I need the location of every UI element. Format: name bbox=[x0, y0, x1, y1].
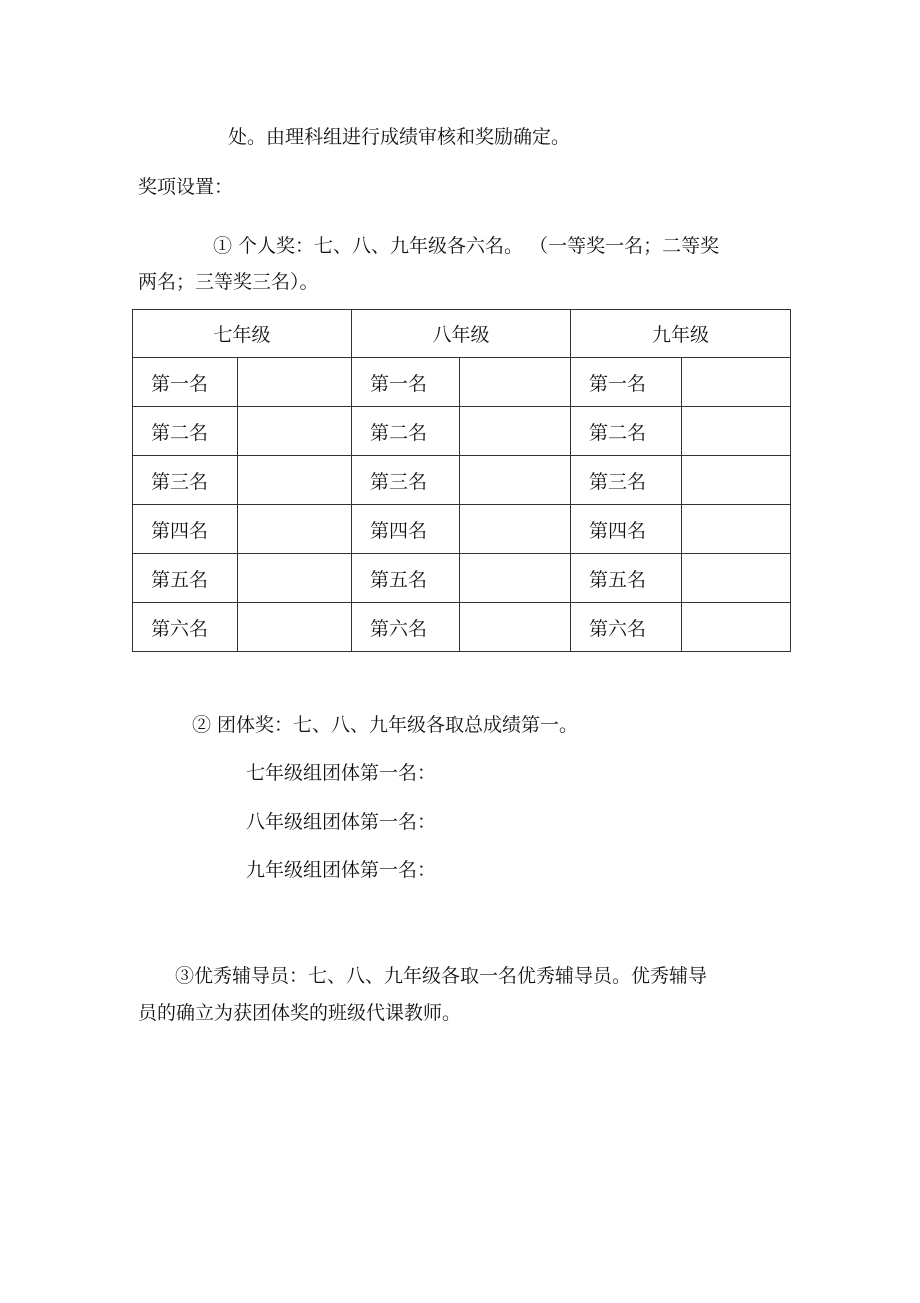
individual-award-line-2: 两名；三等奖三名）。 bbox=[138, 271, 319, 293]
header-grade-7: 七年级 bbox=[133, 310, 352, 358]
individual-award-table bbox=[132, 309, 791, 652]
rank-cell: 第四名 bbox=[133, 505, 238, 554]
name-cell bbox=[238, 554, 352, 603]
individual-award-line-1: ① 个人奖：七、八、九年级各六名。 （一等奖一名；二等奖 bbox=[213, 235, 720, 257]
name-cell bbox=[238, 456, 352, 505]
name-cell bbox=[238, 603, 352, 652]
rank-cell: 第三名 bbox=[571, 456, 682, 505]
table-row bbox=[133, 505, 791, 554]
header-grade-8: 八年级 bbox=[352, 310, 571, 358]
name-cell bbox=[682, 554, 791, 603]
rank-cell: 第二名 bbox=[571, 407, 682, 456]
rank-cell: 第四名 bbox=[571, 505, 682, 554]
name-cell bbox=[682, 407, 791, 456]
team-award-item-grade-8: 八年级组团体第一名： bbox=[246, 811, 437, 833]
rank-cell: 第一名 bbox=[571, 358, 682, 407]
name-cell bbox=[682, 505, 791, 554]
name-cell bbox=[460, 603, 571, 652]
rank-cell: 第五名 bbox=[133, 554, 238, 603]
rank-cell: 第三名 bbox=[133, 456, 238, 505]
name-cell bbox=[682, 456, 791, 505]
rank-cell: 第一名 bbox=[352, 358, 460, 407]
table-row bbox=[133, 456, 791, 505]
rank-cell: 第二名 bbox=[352, 407, 460, 456]
table-row bbox=[133, 554, 791, 603]
table-row bbox=[133, 358, 791, 407]
name-cell bbox=[460, 407, 571, 456]
name-cell bbox=[238, 505, 352, 554]
rank-cell: 第五名 bbox=[352, 554, 460, 603]
team-award-item-grade-7: 七年级组团体第一名： bbox=[246, 762, 437, 784]
name-cell bbox=[682, 358, 791, 407]
team-award-item-grade-9: 九年级组团体第一名： bbox=[246, 859, 437, 881]
header-grade-9: 九年级 bbox=[571, 310, 791, 358]
name-cell bbox=[460, 554, 571, 603]
team-award-heading: ② 团体奖：七、八、九年级各取总成绩第一。 bbox=[192, 714, 579, 736]
name-cell bbox=[460, 456, 571, 505]
name-cell bbox=[460, 505, 571, 554]
name-cell bbox=[460, 358, 571, 407]
name-cell bbox=[682, 603, 791, 652]
counselor-award-line-1: ③优秀辅导员：七、八、九年级各取一名优秀辅导员。优秀辅导 bbox=[175, 965, 708, 987]
rank-cell: 第四名 bbox=[352, 505, 460, 554]
intro-line: 处。由理科组进行成绩审核和奖励确定。 bbox=[228, 126, 571, 148]
name-cell bbox=[238, 358, 352, 407]
counselor-award-line-2: 员的确立为获团体奖的班级代课教师。 bbox=[138, 1002, 462, 1024]
rank-cell: 第六名 bbox=[571, 603, 682, 652]
rank-cell: 第六名 bbox=[133, 603, 238, 652]
awards-heading: 奖项设置： bbox=[138, 176, 234, 198]
table-row bbox=[133, 407, 791, 456]
rank-cell: 第二名 bbox=[133, 407, 238, 456]
rank-cell: 第一名 bbox=[133, 358, 238, 407]
table-row bbox=[133, 603, 791, 652]
rank-cell: 第三名 bbox=[352, 456, 460, 505]
rank-cell: 第六名 bbox=[352, 603, 460, 652]
table-header-row bbox=[133, 310, 791, 358]
rank-cell: 第五名 bbox=[571, 554, 682, 603]
name-cell bbox=[238, 407, 352, 456]
